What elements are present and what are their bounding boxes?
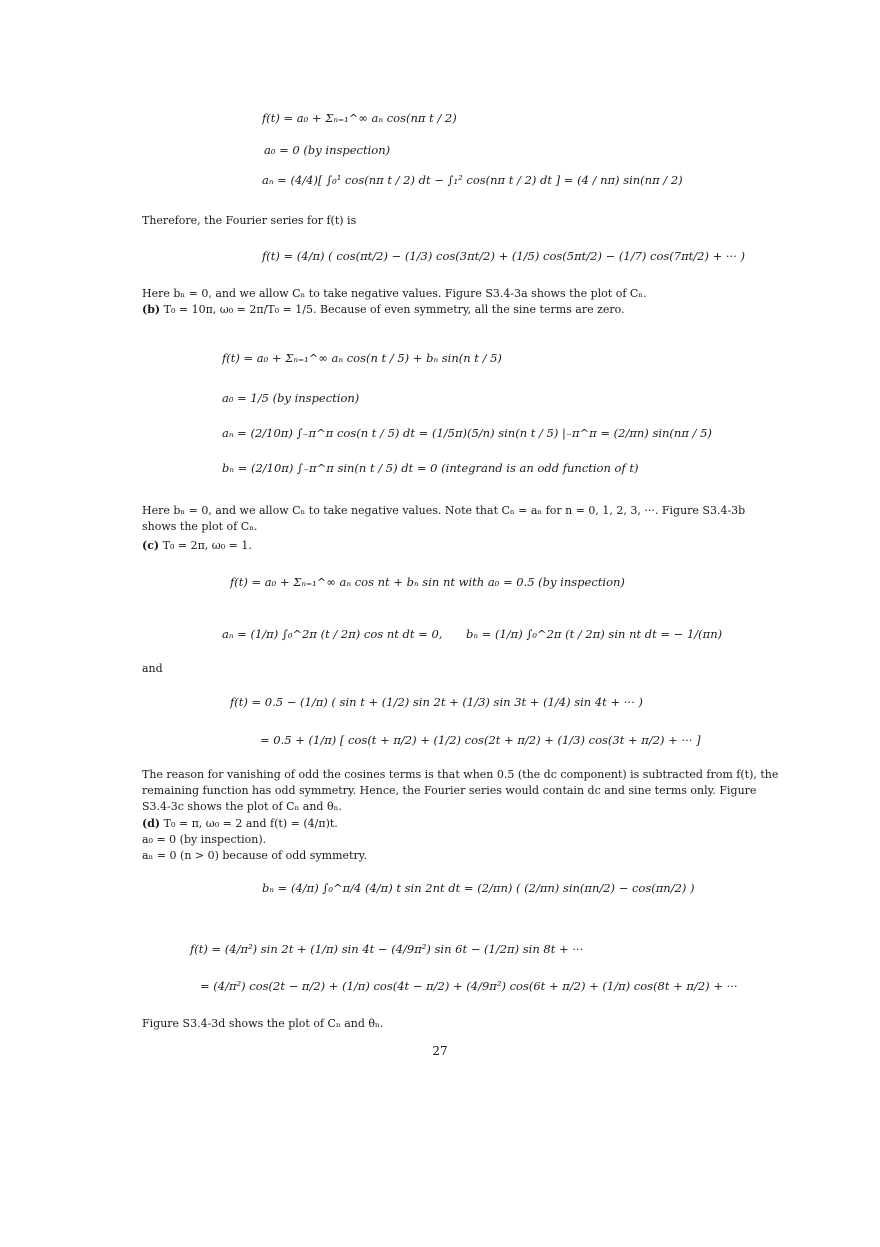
part-d-intro-text: T₀ = π, ω₀ = 2 and f(t) = (4/π)t. <box>163 817 338 830</box>
equation-b-bn: bₙ = (2/10π) ∫₋π^π sin(n t / 5) dt = 0 (integrand is an odd function of t) <box>222 461 639 475</box>
equation-a-result: f(t) = (4/π) ( cos(πt/2) − (1/3) cos(3πt/2) + (1/5) cos(5πt/2) − (1/7) cos(7πt/2) + ··· ) <box>262 249 746 263</box>
equation-b-series: f(t) = a₀ + Σₙ₌₁^∞ aₙ cos(n t / 5) + bₙ sin(n t / 5) <box>222 351 502 365</box>
equation-b-an: aₙ = (2/10π) ∫₋π^π cos(n t / 5) dt = (1/5π)(5/n) sin(n t / 5) |₋π^π = (2/πn) sin(nπ / 5) <box>222 426 712 440</box>
equation-c-series: f(t) = a₀ + Σₙ₌₁^∞ aₙ cos nt + bₙ sin nt with a₀ = 0.5 (by inspection) <box>230 575 625 589</box>
equation-d-sine-series: f(t) = (4/π²) sin 2t + (1/π) sin 4t − (4/9π²) sin 6t − (1/2π) sin 8t + ··· <box>190 942 584 956</box>
text-b-note: Here bₙ = 0, and we allow Cₙ to take negative values. Note that Cₙ = aₙ for n = 0, 1, 2, 3, ···. Figure S3.4-3b shows the plot of Cₙ. <box>142 504 746 533</box>
part-d-label: (d) <box>142 817 161 830</box>
part-c-intro-text: T₀ = 2π, ω₀ = 1. <box>162 539 252 552</box>
equation-a-series: f(t) = a₀ + Σₙ₌₁^∞ aₙ cos(nπ t / 2) <box>262 111 457 125</box>
text-c-reason: The reason for vanishing of odd the cosines terms is that when 0.5 (the dc component) is subtracted from f(t), the remaining function has odd symmetry. Hence, the Fourier series would contain dc and sine terms only. Figure S3.4-3c shows the plot of Cₙ and θₙ. <box>142 768 779 813</box>
part-b-label: (b) <box>142 303 161 316</box>
part-b-intro-text: T₀ = 10π, ω₀ = 2π/T₀ = 1/5. Because of even symmetry, all the sine terms are zero. <box>163 303 625 316</box>
text-d-figure: Figure S3.4-3d shows the plot of Cₙ and θₙ. <box>142 1017 384 1030</box>
equation-c-cosine-series: = 0.5 + (1/π) [ cos(t + π/2) + (1/2) cos(2t + π/2) + (1/3) cos(3t + π/2) + ··· ] <box>260 733 701 747</box>
part-b-intro <box>142 302 782 318</box>
equation-d-cosine-series: = (4/π²) cos(2t − π/2) + (1/π) cos(4t − π/2) + (4/9π²) cos(6t + π/2) + (1/π) cos(8t + π/2) + ··· <box>200 979 738 993</box>
equation-a-a0: a₀ = 0 (by inspection) <box>264 143 391 157</box>
text-a-therefore: Therefore, the Fourier series for f(t) is <box>142 214 357 227</box>
equation-c-bn: bₙ = (1/π) ∫₀^2π (t / 2π) sin nt dt = − 1/(πn) <box>466 627 723 641</box>
text-d-an: aₙ = 0 (n > 0) because of odd symmetry. <box>142 849 367 862</box>
text-a-note: Here bₙ = 0, and we allow Cₙ to take negative values. Figure S3.4-3a shows the plot of Cₙ. <box>142 287 647 300</box>
part-c-label: (c) <box>142 539 160 552</box>
part-c-intro <box>142 538 782 554</box>
equation-c-an: aₙ = (1/π) ∫₀^2π (t / 2π) cos nt dt = 0, <box>222 627 443 641</box>
text-d-a0: a₀ = 0 (by inspection). <box>142 833 267 846</box>
equation-a-an: aₙ = (4/4)[ ∫₀¹ cos(nπ t / 2) dt − ∫₁² cos(nπ t / 2) dt ] = (4 / nπ) sin(nπ / 2) <box>262 173 683 187</box>
equation-c-sine-series: f(t) = 0.5 − (1/π) ( sin t + (1/2) sin 2t + (1/3) sin 3t + (1/4) sin 4t + ··· ) <box>230 695 643 709</box>
part-d-intro <box>142 816 782 832</box>
equation-d-bn: bₙ = (4/π) ∫₀^π/4 (4/π) t sin 2nt dt = (2/πn) ( (2/πn) sin(πn/2) − cos(πn/2) ) <box>262 881 695 895</box>
text-c-and: and <box>142 662 163 675</box>
page-number: 27 <box>432 1044 448 1058</box>
equation-b-a0: a₀ = 1/5 (by inspection) <box>222 391 360 405</box>
